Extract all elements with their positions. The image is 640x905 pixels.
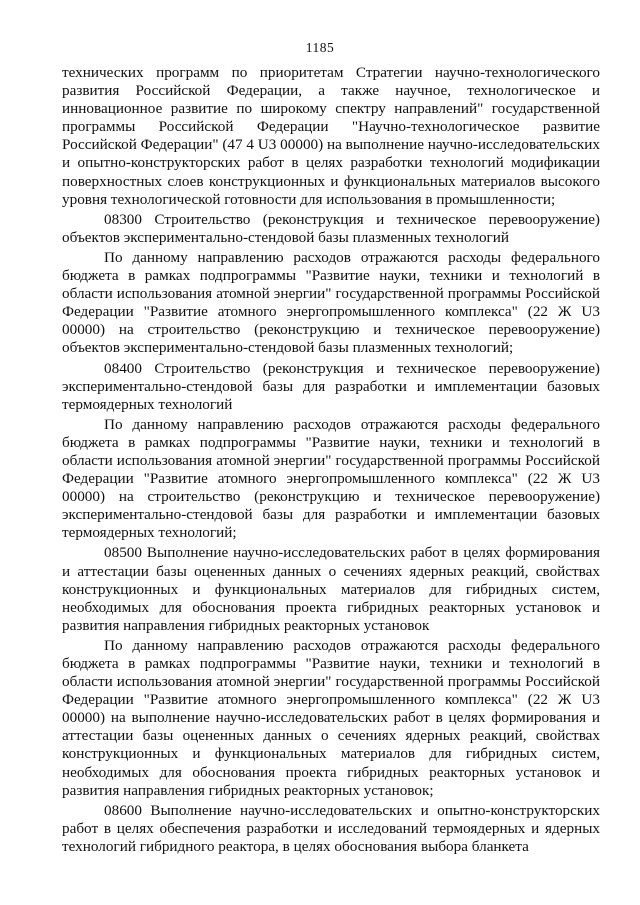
paragraph-description-08400: По данному направлению расходов отражаются расходы федерального бюджета в рамках подпрограммы "Развитие науки, техники и технологий в области использования атомной энергии" государственной программы Российской Федерации "Развитие атомного энергопромышленного комплекса" (22 Ж U3 00000) на строительство (реконструкцию и техническое перевооружение) экспериментально-стендовой базы для разработки и имплементации базовых термоядерных технологий; [62, 415, 600, 542]
paragraph-heading-08500: 08500 Выполнение научно-исследовательских работ в целях формирования и аттестации базы оцененных данных о сечениях ядерных реакций, свойствах конструкционных и функциональных материалов для гибридных систем, необходимых для обоснования проекта гибридных реакторных установок и развития направления гибридных реакторных установок [62, 544, 600, 634]
paragraph-heading-08600: 08600 Выполнение научно-исследовательских и опытно-конструкторских работ в целях обеспечения разработки и исследований термоядерных и ядерных технологий гибридного реактора, в целях обоснования выбора бланкета [62, 801, 600, 855]
page-number: 1185 [305, 40, 335, 55]
paragraph-description-08500: По данному направлению расходов отражаются расходы федерального бюджета в рамках подпрограммы "Развитие науки, техники и технологий в области использования атомной энергии" государственной программы Российской Федерации "Развитие атомного энергопромышленного комплекса" (22 Ж U3 00000) на выполнение научно-исследовательских работ в целях формирования и аттестации базы оцененных данных о сечениях ядерных реакций, свойствах конструкционных и функциональных материалов для гибридных систем, необходимых для обоснования проекта гибридных реакторных установок и развития направления гибридных реакторных установок; [62, 636, 600, 799]
paragraph-heading-08300: 08300 Строительство (реконструкция и техническое перевооружение) объектов экспериментально-стендовой базы плазменных технологий [62, 210, 600, 246]
paragraph-continuation: технических программ по приоритетам Стратегии научно-технологического развития Российской Федерации, а также научное, технологическое и инновационное развитие по широкому спектру направлений" государственной программы Российской Федерации "Научно-технологическое развитие Российской Федерации" (47 4 U3 00000) на выполнение научно-исследовательских и опытно-конструкторских работ в целях разработки технологий модификации поверхностных слоев конструкционных и функциональных материалов высокого уровня технологической готовности для использования в промышленности; [62, 64, 600, 208]
document-body [62, 64, 600, 856]
paragraph-description-08300: По данному направлению расходов отражаются расходы федерального бюджета в рамках подпрограммы "Развитие науки, техники и технологий в области использования атомной энергии" государственной программы Российской Федерации "Развитие атомного энергопромышленного комплекса" (22 Ж U3 00000) на строительство (реконструкцию и техническое перевооружение) объектов экспериментально-стендовой базы плазменных технологий; [62, 248, 600, 357]
paragraph-heading-08400: 08400 Строительство (реконструкция и техническое перевооружение) экспериментально-стендовой базы для разработки и имплементации базовых термоядерных технологий [62, 359, 600, 413]
